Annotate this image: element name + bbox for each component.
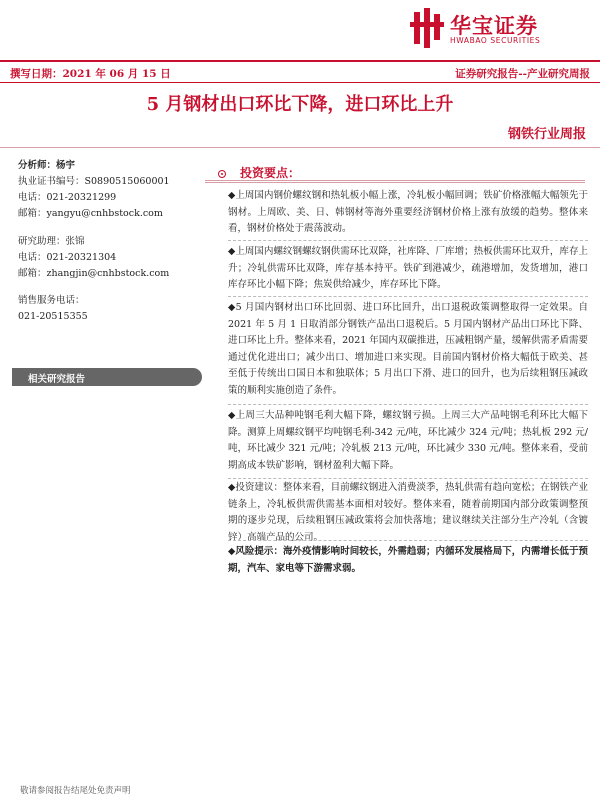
brand-name-en: HWABAO SECURITIES <box>450 36 541 45</box>
header-top-rule <box>0 60 600 62</box>
separator <box>228 296 588 297</box>
separator <box>228 540 588 541</box>
point-risk: ◆风险提示：海外疫情影响时间较长，外需趋弱；内循环发展格局下，内需增长低于预期，汽车、家电等下游需求弱。 <box>228 546 588 574</box>
company-logo <box>410 8 580 48</box>
disclaimer-note: 敬请参阅报告结尾处免责声明 <box>20 786 131 796</box>
key-points-rule-2 <box>205 182 585 183</box>
assistant-name: 研究助理：张锦 <box>18 236 85 247</box>
assistant-email[interactable]: 邮箱：zhangjin@cnhbstock.com <box>18 268 170 279</box>
point-margin: ◆上周三大品种吨钢毛利大幅下降，螺纹钢亏损。上周三大产品吨钢毛利环比大幅下降。测算上周螺纹钢平均吨钢毛利-342 元/吨，环比减少 324 元/吨；热轧板 292 元/吨，环比减少 321 元/吨；冷轧板 213 元/吨，环比减少 330 元/吨。整体来看，受前期高成本铁矿影响，钢材盈利大幅下降。 <box>228 410 588 471</box>
assistant-phone: 电话：021-20321304 <box>18 252 117 263</box>
target-icon <box>218 170 226 178</box>
report-subtitle: 钢铁行业周报 <box>507 127 586 142</box>
title-divider <box>0 147 600 148</box>
point-supply-demand: ◆上周国内螺纹钢螺纹钢供需环比双降，社库降、厂库增；热板供需环比双升，库存上升；冷轧供需环比双降，库存基本持平。铁矿到港减少，疏港增加，发货增加，港口库存环比小幅下降；焦炭供给减少，库存环比下降。 <box>228 246 588 290</box>
point-investment-advice: ◆投资建议：整体来看，目前螺纹钢进入消费淡季，热轧供需有趋向宽松；在钢铁产业链条上，冷轧板供需供需基本面相对较好。整体来看，随着前期国内部分政策调整预期的逐步兑现，后续粗钢压减政策将会加快落地；建议继续关注部分生产冷轧（含镀锌）高端产品的公司。 <box>228 482 588 543</box>
separator <box>228 240 588 241</box>
report-date: 撰写日期：2021 年 06 月 15 日 <box>10 68 171 80</box>
separator <box>228 478 588 479</box>
sales-label: 销售服务电话： <box>18 295 85 306</box>
sales-phone: 021-20515355 <box>18 311 88 322</box>
analyst-info <box>18 158 198 325</box>
key-points-rule <box>205 180 585 181</box>
header-bottom-rule <box>0 82 600 83</box>
key-points-heading: 投资要点： <box>240 166 301 180</box>
report-type: 证券研究报告--产业研究周报 <box>455 68 590 80</box>
point-trade: ◆5 月国内钢材出口环比回弱、进口环比回升，出口退税政策调整取得一定效果。自 2021 年 5 月 1 日取消部分钢铁产品出口退税后。5 月国内钢材产品出口环比下降、进口环比上升。整体来看，2021 年国内双碳推进，压减粗钢产量，缓解供需矛盾需要通过优化进出口；减少出口、增加进口来实现。目前国内钢材价格大幅低于欧美、甚至低于传统出口国日本和独联体；5 月出口下滑、进口的回升，也为后续粗钢压减政策的顺利实施创造了条件。 <box>228 302 588 396</box>
analyst-name: 分析师：杨宇 <box>18 160 76 171</box>
hwabao-logo-icon <box>410 8 446 48</box>
related-reports-label: 相关研究报告 <box>28 374 86 385</box>
report-title: 5 月钢材出口环比下降，进口环比上升 <box>146 94 454 115</box>
analyst-email[interactable]: 邮箱：yangyu@cnhbstock.com <box>18 208 163 219</box>
separator <box>228 404 588 405</box>
related-reports-tab[interactable] <box>12 368 202 386</box>
analyst-phone: 电话：021-20321299 <box>18 192 117 203</box>
brand-name-cn: 华宝证券 <box>450 14 538 38</box>
analyst-cert: 执业证书编号：S0890515060001 <box>18 176 170 187</box>
point-price: ◆上周国内钢价螺纹钢和热轧板小幅上涨，冷轧板小幅回调；铁矿价格涨幅大幅领先于钢材。上周欧、美、日、韩钢材等海外重要经济钢材价格上涨有放缓的趋势。整体来看，钢材价格处于震荡波动。 <box>228 190 588 234</box>
